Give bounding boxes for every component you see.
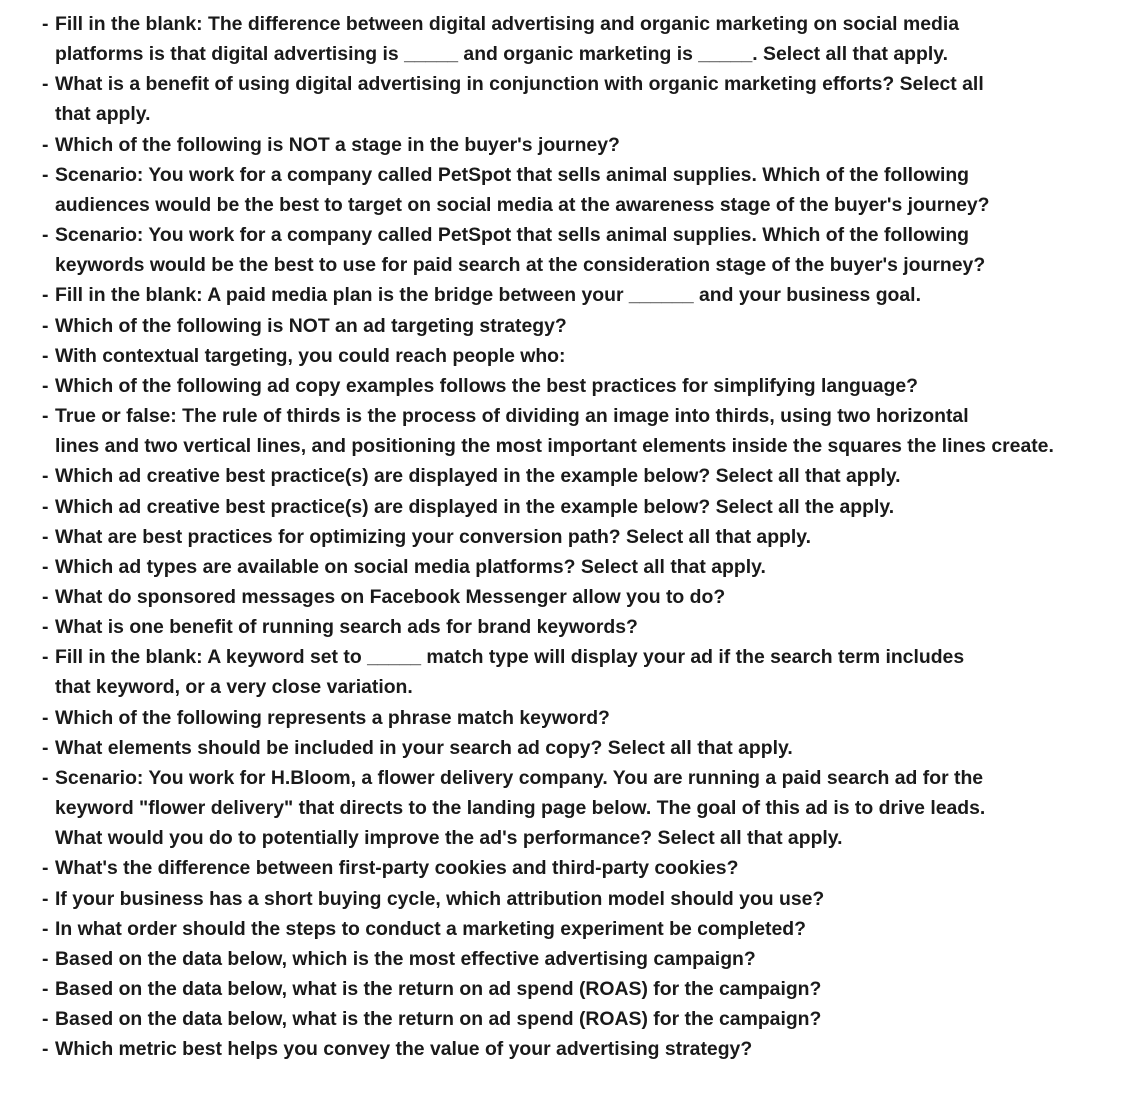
question-text-line: keywords would be the best to use for paid search at the consideration stage of the buyer's journey? (55, 254, 986, 277)
question-text-line: What is a benefit of using digital advertising in conjunction with organic marketing efforts? Select all (55, 73, 984, 96)
question-text-line: Based on the data below, which is the most effective advertising campaign? (55, 947, 756, 970)
question-text-line: Scenario: You work for a company called PetSpot that sells animal supplies. Which of the following (55, 163, 970, 186)
bullet-dash: - (42, 133, 49, 156)
question-text-line: Which of the following ad copy examples follows the best practices for simplifying language? (55, 374, 919, 397)
question-text-line: Based on the data below, what is the return on ad spend (ROAS) for the campaign? (55, 1008, 822, 1031)
question-text-line: What would you do to potentially improve the ad's performance? Select all that apply. (55, 827, 843, 850)
question-text-line: Which metric best helps you convey the value of your advertising strategy? (55, 1038, 753, 1061)
bullet-dash: - (42, 495, 49, 518)
question-text-line: Fill in the blank: A paid media plan is the bridge between your ______ and your business goal. (55, 284, 921, 307)
question-text-line: Which of the following is NOT a stage in the buyer's journey? (55, 133, 620, 156)
question-text-line: Fill in the blank: A keyword set to _____ match type will display your ad if the search term includes (55, 646, 965, 669)
bullet-dash: - (42, 706, 49, 729)
question-item (42, 552, 1132, 582)
question-item (42, 944, 1132, 974)
question-text-line: Scenario: You work for a company called PetSpot that sells animal supplies. Which of the following (55, 224, 970, 247)
question-text-line: What is one benefit of running search ads for brand keywords? (55, 616, 638, 639)
question-item (42, 341, 1132, 371)
question-item (42, 703, 1132, 733)
bullet-dash: - (42, 314, 49, 337)
question-text-line: True or false: The rule of thirds is the process of dividing an image into thirds, using two horizontal (55, 405, 969, 428)
question-text-line: What do sponsored messages on Facebook Messenger allow you to do? (55, 585, 726, 608)
question-text-line: Fill in the blank: The difference between digital advertising and organic marketing on social media (55, 13, 960, 35)
question-text-line: Which of the following is NOT an ad targeting strategy? (55, 314, 567, 337)
question-item (42, 1004, 1132, 1034)
question-text-line: Which of the following represents a phrase match keyword? (55, 706, 610, 729)
bullet-dash: - (42, 284, 49, 307)
bullet-dash: - (42, 73, 49, 96)
bullet-dash: - (42, 585, 49, 608)
bullet-dash: - (42, 1008, 49, 1031)
question-text-line: Which ad creative best practice(s) are displayed in the example below? Select all the apply. (55, 495, 895, 518)
question-item (42, 220, 1132, 280)
question-item (42, 1034, 1132, 1064)
question-list (42, 9, 1132, 1064)
question-item (42, 733, 1132, 763)
question-text-line: What are best practices for optimizing your conversion path? Select all that apply. (55, 525, 812, 548)
bullet-dash: - (42, 163, 49, 186)
bullet-dash: - (42, 465, 49, 488)
question-text-line: lines and two vertical lines, and positioning the most important elements inside the squares the lines create. (55, 435, 1054, 458)
question-item (42, 69, 1132, 129)
question-item (42, 884, 1132, 914)
question-text-line: What elements should be included in your search ad copy? Select all that apply. (55, 736, 793, 759)
question-item (42, 461, 1132, 491)
question-item (42, 914, 1132, 944)
question-item (42, 612, 1132, 642)
bullet-dash: - (42, 13, 49, 35)
question-text-line: With contextual targeting, you could reach people who: (55, 344, 566, 367)
question-item (42, 9, 1132, 69)
bullet-dash: - (42, 374, 49, 397)
question-text-line: Scenario: You work for H.Bloom, a flower delivery company. You are running a paid search ad for the (55, 766, 984, 789)
question-item (42, 522, 1132, 552)
question-text-line: platforms is that digital advertising is _____ and organic marketing is _____. Select all that apply. (55, 43, 948, 66)
question-item (42, 130, 1132, 160)
bullet-dash: - (42, 555, 49, 578)
bullet-dash: - (42, 616, 49, 639)
question-item (42, 311, 1132, 341)
bullet-dash: - (42, 1038, 49, 1061)
question-text-line: keyword "flower delivery" that directs to the landing page below. The goal of this ad is to drive leads. (55, 797, 986, 820)
question-text-line: that apply. (55, 103, 151, 126)
question-item (42, 642, 1132, 702)
question-item (42, 371, 1132, 401)
bullet-dash: - (42, 887, 49, 910)
question-item (42, 763, 1132, 853)
bullet-dash: - (42, 857, 49, 880)
question-text-line: audiences would be the best to target on social media at the awareness stage of the buyer's journey? (55, 193, 990, 216)
bullet-dash: - (42, 344, 49, 367)
question-text-line: Based on the data below, what is the return on ad spend (ROAS) for the campaign? (55, 978, 822, 1000)
question-item (42, 401, 1132, 461)
question-text-line: that keyword, or a very close variation. (55, 676, 413, 699)
question-text-line: In what order should the steps to conduct a marketing experiment be completed? (55, 917, 806, 940)
bullet-dash: - (42, 224, 49, 247)
bullet-dash: - (42, 405, 49, 428)
bullet-dash: - (42, 525, 49, 548)
question-text-line: If your business has a short buying cycle, which attribution model should you use? (55, 887, 825, 910)
question-item (42, 160, 1132, 220)
bullet-dash: - (42, 646, 49, 669)
question-text-line: What's the difference between first-party cookies and third-party cookies? (55, 857, 739, 880)
bullet-dash: - (42, 766, 49, 789)
question-item (42, 492, 1132, 522)
bullet-dash: - (42, 736, 49, 759)
bullet-dash: - (42, 978, 49, 1000)
bullet-dash: - (42, 947, 49, 970)
question-item (42, 582, 1132, 612)
question-text-line: Which ad types are available on social media platforms? Select all that apply. (55, 555, 766, 578)
question-text-line: Which ad creative best practice(s) are displayed in the example below? Select all that apply. (55, 465, 901, 488)
question-item (42, 974, 1132, 1004)
bullet-dash: - (42, 917, 49, 940)
question-item (42, 853, 1132, 883)
question-item (42, 280, 1132, 310)
